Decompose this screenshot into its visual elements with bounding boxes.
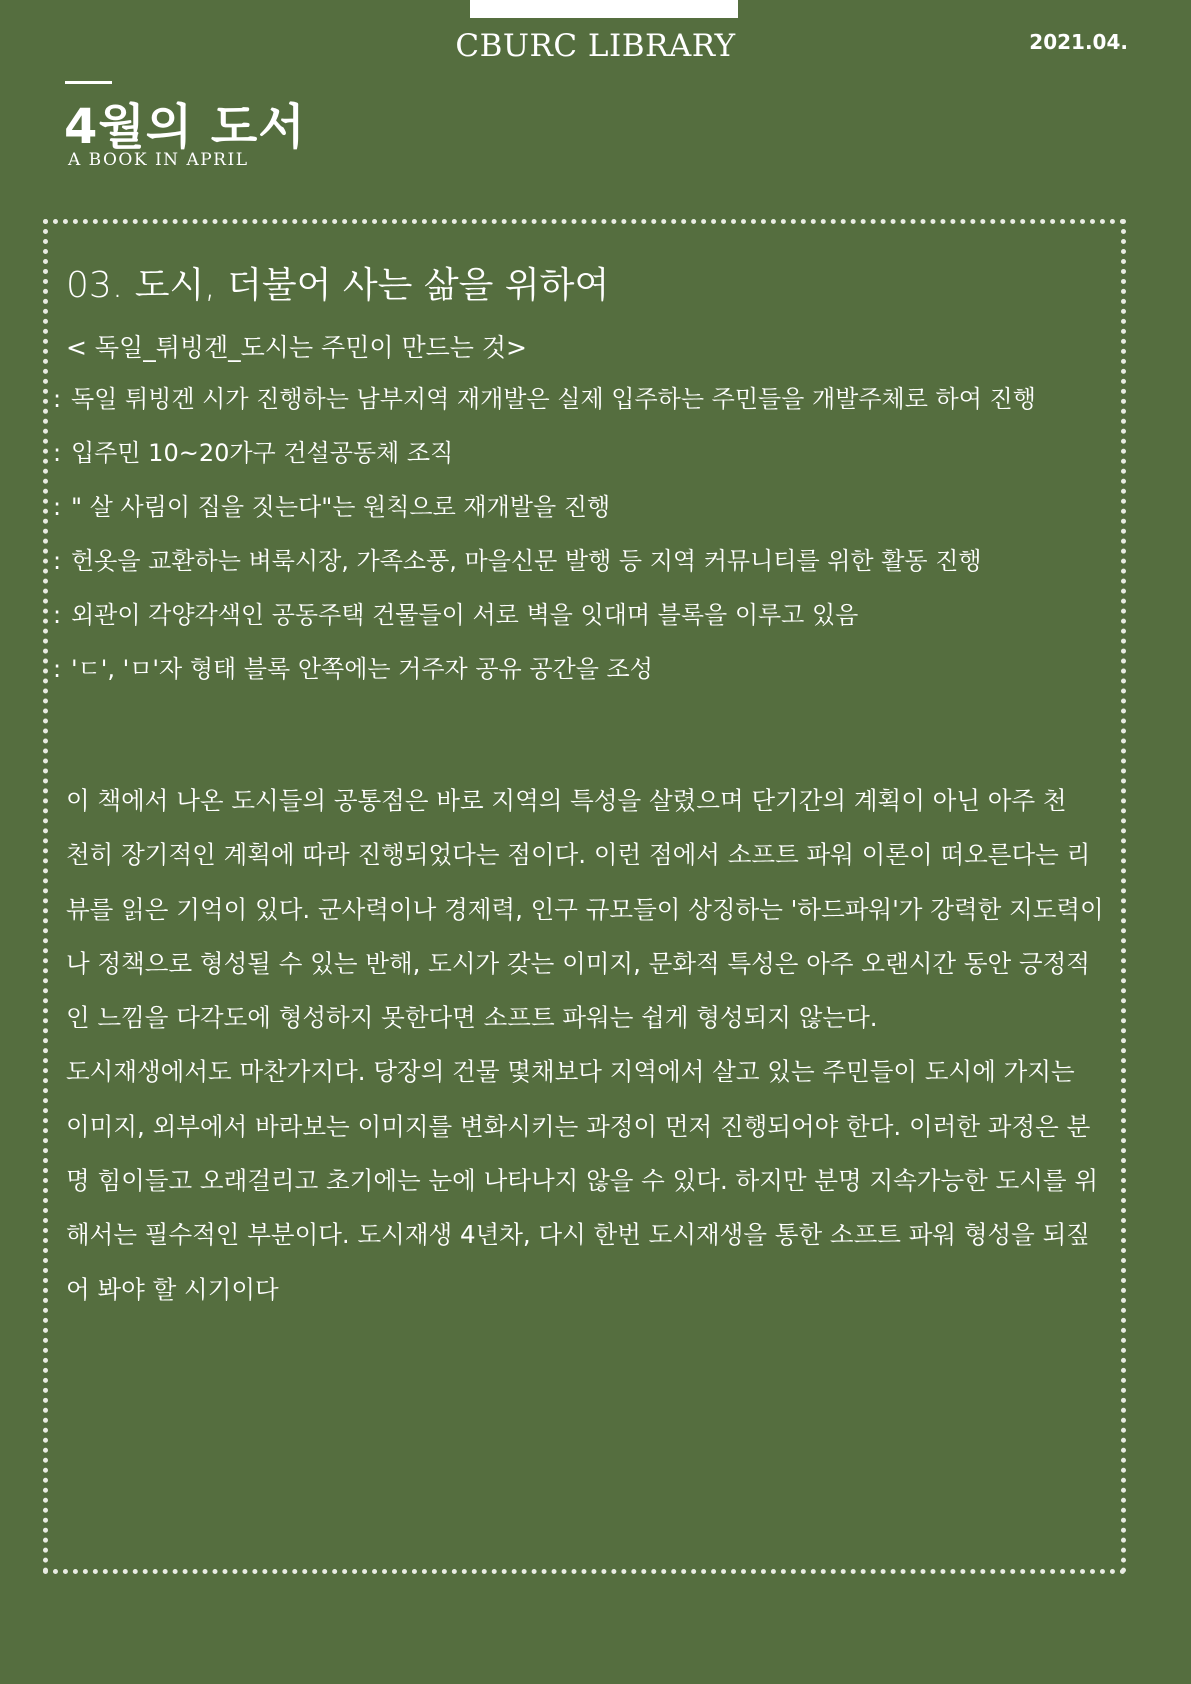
list-item (53, 480, 1036, 534)
bullet-marker: : (53, 601, 62, 629)
essay-line: 뷰를 읽은 기억이 있다. 군사력이나 경제력, 인구 규모들이 상징하는 '하드파워'가 강력한 지도력이 (66, 894, 1104, 924)
bullet-marker: : (53, 439, 62, 467)
essay-line: 도시재생에서도 마찬가지다. 당장의 건물 몇채보다 지역에서 살고 있는 주민들이 도시에 가지는 (66, 1057, 1075, 1087)
bullet-marker: : (53, 385, 62, 413)
essay-line: 해서는 필수적인 부분이다. 도시재생 4년차, 다시 한번 도시재생을 통한 소프트 파워 형성을 되짚 (66, 1220, 1090, 1250)
top-tab-decoration (470, 0, 738, 18)
list-item (53, 588, 1036, 642)
essay-line: 이 책에서 나온 도시들의 공통점은 바로 지역의 특성을 살렸으며 단기간의 계획이 아닌 아주 천 (66, 786, 1067, 815)
list-item (53, 534, 1036, 588)
bullet-marker: : (53, 655, 62, 683)
page-subtitle: A BOOK IN APRIL (68, 150, 249, 170)
library-name: CBURC LIBRARY (455, 28, 736, 64)
essay-line: 천히 장기적인 계획에 따라 진행되었다는 점이다. 이런 점에서 소프트 파워 이론이 떠오른다는 리 (66, 840, 1091, 870)
list-item (53, 426, 1036, 480)
section-title: 03. 도시, 더불어 사는 삶을 위하여 (66, 265, 610, 306)
issue-date: 2021.04. (1029, 30, 1128, 54)
essay-line: 명 힘이들고 오래걸리고 초기에는 눈에 나타나지 않을 수 있다. 하지만 분명 지속가능한 도시를 위 (66, 1166, 1099, 1196)
essay-line: 어 봐야 할 시기이다 (66, 1274, 279, 1304)
list-item-text: 외관이 각양각색인 공동주택 건물들이 서로 벽을 잇대며 블록을 이루고 있음 (71, 601, 859, 629)
page-title: 4월의 도서 (64, 99, 306, 155)
list-item (53, 642, 1036, 696)
review-essay (66, 774, 1102, 1317)
essay-line: 나 정책으로 형성될 수 있는 반해, 도시가 갖는 이미지, 문화적 특성은 아주 오랜시간 동안 긍정적 (66, 948, 1090, 978)
list-item-text: 입주민 10~20가구 건설공동체 조직 (71, 439, 454, 467)
fact-list (53, 372, 1036, 696)
list-item-text: 헌옷을 교환하는 벼룩시장, 가족소풍, 마을신문 발행 등 지역 커뮤니티를 위한 활동 진행 (71, 547, 982, 575)
case-study-title: < 독일_튀빙겐_도시는 주민이 만드는 것> (66, 333, 527, 362)
list-item-text: 독일 튀빙겐 시가 진행하는 남부지역 재개발은 실제 입주하는 주민들을 개발주체로 하여 진행 (71, 385, 1036, 413)
essay-line: 이미지, 외부에서 바라보는 이미지를 변화시키는 과정이 먼저 진행되어야 한다. 이러한 과정은 분 (66, 1111, 1091, 1141)
list-item-text: " 살 사림이 집을 짓는다"는 원칙으로 재개발을 진행 (71, 493, 611, 521)
list-item-text: 'ㄷ', 'ㅁ'자 형태 블록 안쪽에는 거주자 공유 공간을 조성 (71, 655, 653, 683)
heading-rule (65, 81, 112, 84)
bullet-marker: : (53, 493, 62, 521)
list-item (53, 372, 1036, 426)
bullet-marker: : (53, 547, 62, 575)
essay-line: 인 느낌을 다각도에 형성하지 못한다면 소프트 파워는 쉽게 형성되지 않는다. (66, 1003, 878, 1033)
